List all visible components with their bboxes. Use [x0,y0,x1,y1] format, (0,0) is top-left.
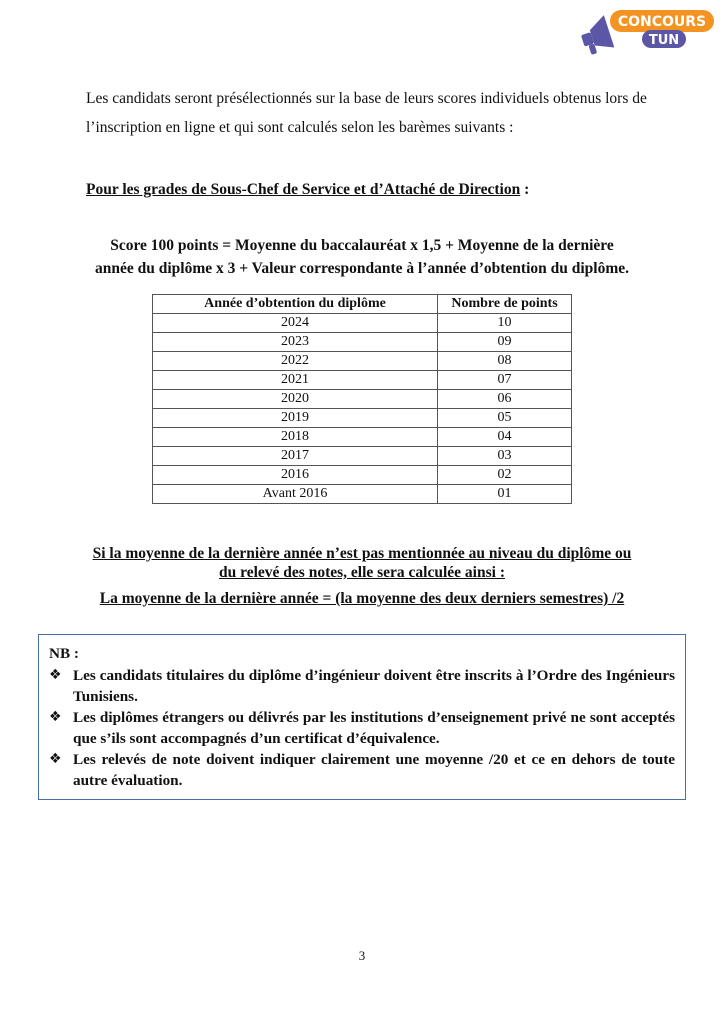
table-row [153,390,572,409]
nb-item [49,707,675,749]
nb-box [38,634,686,800]
table-row [153,485,572,504]
table-row [153,333,572,352]
note-line-2: du relevé des notes, elle sera calculée ainsi : [219,564,505,581]
intro-paragraph: Les candidats seront présélectionnés sur la base de leurs scores individuels obtenus lors de l’inscription en ligne et qui sont calculés selon les barèmes suivants : [86,90,647,136]
table-cell-year: 2016 [153,466,438,485]
table-cell-points: 10 [438,314,572,333]
table-cell-year: 2020 [153,390,438,409]
table-cell-points: 09 [438,333,572,352]
nb-item-text: Les candidats titulaires du diplôme d’ingénieur doivent être inscrits à l’Ordre des Ingénieurs Tunisiens. [73,667,675,705]
table-cell-points: 02 [438,466,572,485]
nb-item [49,665,675,707]
table-row [153,447,572,466]
table-cell-points: 03 [438,447,572,466]
table-row [153,466,572,485]
table-cell-year: 2021 [153,371,438,390]
nb-item-text: Les relevés de note doivent indiquer clairement une moyenne /20 et ce en dehors de toute autre évaluation. [73,751,675,789]
table-cell-year: Avant 2016 [153,485,438,504]
table-row [153,409,572,428]
table-cell-year: 2023 [153,333,438,352]
table-cell-points: 05 [438,409,572,428]
table-cell-points: 04 [438,428,572,447]
nb-item [49,749,675,791]
table-cell-year: 2019 [153,409,438,428]
table-cell-year: 2018 [153,428,438,447]
table-row [153,428,572,447]
header-annee: Année d’obtention du diplôme [153,295,438,314]
diamond-bullet-icon: ❖ [49,667,62,683]
table-cell-points: 01 [438,485,572,504]
page-number: 3 [358,948,366,963]
concours-tun-logo [576,6,718,58]
score-formula [60,234,664,280]
table-row [153,314,572,333]
formula-line-2: année du diplôme x 3 + Valeur correspondante à l’année d’obtention du diplôme. [94,260,630,277]
table-cell-points: 08 [438,352,572,371]
header-points: Nombre de points [438,295,572,314]
average-calculation-note [60,544,664,608]
table-cell-year: 2024 [153,314,438,333]
logo-text-line1: CONCOURS [617,14,707,30]
points-table [152,294,572,504]
section-title-suffix: : [520,181,530,198]
megaphone-icon [576,6,718,58]
diamond-bullet-icon: ❖ [49,709,62,725]
section-title-text: Pour les grades de Sous-Chef de Service et d’Attaché de Direction [86,181,521,198]
note-line-1: Si la moyenne de la dernière année n’est pas mentionnée au niveau du diplôme ou [92,545,632,562]
table-cell-year: 2017 [153,447,438,466]
table-cell-points: 07 [438,371,572,390]
nb-title: NB : [49,645,79,662]
table-row [153,352,572,371]
table-row [153,371,572,390]
note-line-3: La moyenne de la dernière année = (la moyenne des deux derniers semestres) /2 [99,590,625,607]
nb-item-text: Les diplômes étrangers ou délivrés par les institutions d’enseignement privé ne sont acceptés que s’ils sont accompagnés d’un certificat d’équivalence. [73,709,675,747]
section-title [86,180,529,200]
formula-line-1: Score 100 points = Moyenne du baccalauréat x 1,5 + Moyenne de la dernière [110,237,614,254]
diamond-bullet-icon: ❖ [49,751,62,767]
table-header-row [153,295,572,314]
table-cell-points: 06 [438,390,572,409]
table-cell-year: 2022 [153,352,438,371]
logo-text-line2: TUN [648,33,680,48]
